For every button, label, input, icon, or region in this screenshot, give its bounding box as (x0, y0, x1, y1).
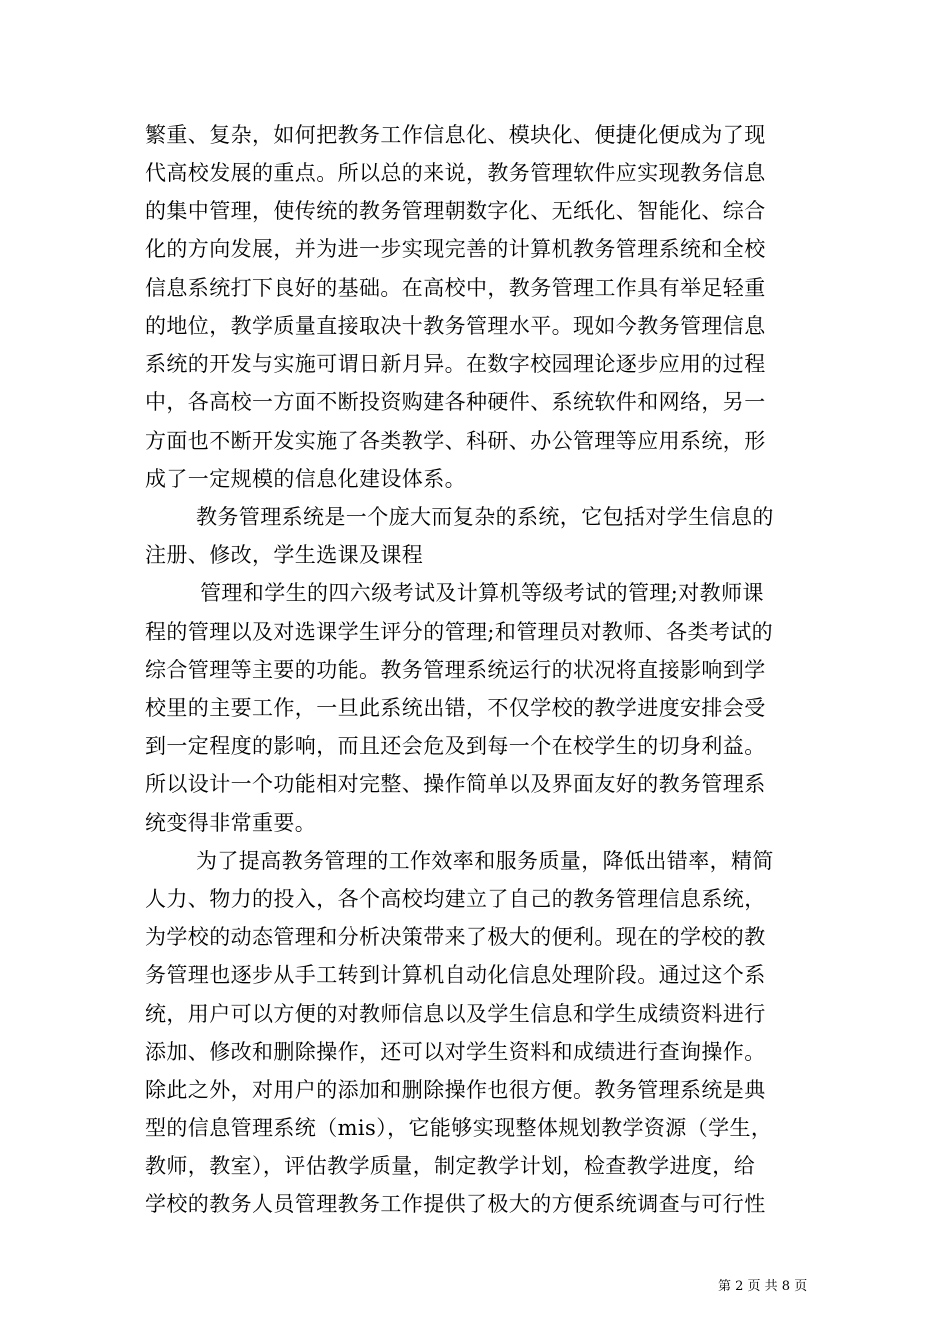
text-line: 教师，教室），评估教学质量，制定教学计划，检查教学进度，给 (145, 1154, 756, 1178)
text-line: 为了提高教务管理的工作效率和服务质量，降低出错率，精简 (196, 849, 774, 873)
text-line: 信息系统打下良好的基础。在高校中，教务管理工作具有举足轻重 (145, 276, 766, 300)
text-line: 化的方向发展，并为进一步实现完善的计算机教务管理系统和全校 (145, 237, 766, 261)
text-line: 管理和学生的四六级考试及计算机等级考试的管理;对教师课 (200, 581, 764, 605)
text-line: 系统的开发与实施可谓日新月异。在数字校园理论逐步应用的过程 (145, 352, 766, 376)
text-line: 人力、物力的投入，各个高校均建立了自己的教务管理信息系统， (145, 887, 766, 911)
text-line: 除此之外，对用户的添加和删除操作也很方便。教务管理系统是典 (145, 1078, 766, 1102)
text-line: 所以设计一个功能相对完整、操作简单以及界面友好的教务管理系 (145, 772, 766, 796)
text-line: 成了一定规模的信息化建设体系。 (145, 467, 466, 491)
text-line: 到一定程度的影响，而且还会危及到每一个在校学生的切身利益。 (145, 734, 766, 758)
text-line: 程的管理以及对选课学生评分的管理;和管理员对教师、各类考试的 (145, 620, 774, 644)
text-line: 为学校的动态管理和分析决策带来了极大的便利。现在的学校的教 (145, 925, 766, 949)
text-line: 学校的教务人员管理教务工作提供了极大的方便系统调查与可行性 (145, 1192, 766, 1216)
text-line: 方面也不断开发实施了各类教学、科研、办公管理等应用系统，形 (145, 429, 766, 453)
text-line: 综合管理等主要的功能。教务管理系统运行的状况将直接影响到学 (145, 658, 766, 682)
text-line: 注册、修改，学生选课及课程 (145, 543, 424, 567)
text-line: 中，各高校一方面不断投资购建各种硬件、系统软件和网络，另一 (145, 390, 766, 414)
text-line: 统变得非常重要。 (145, 811, 317, 835)
text-line: 代高校发展的重点。所以总的来说，教务管理软件应实现教务信息 (145, 161, 766, 185)
text-line: 的地位，教学质量直接取决十教务管理水平。现如今教务管理信息 (145, 314, 766, 338)
page-number: 第 2 页 共 8 页 (718, 1279, 808, 1294)
text-line: 校里的主要工作，一旦此系统出错，不仅学校的教学进度安排会受 (145, 696, 766, 720)
text-line: 型的信息管理系统（mis），它能够实现整体规划教学资源（学生， (145, 1116, 773, 1140)
text-line: 教务管理系统是一个庞大而复杂的系统，它包括对学生信息的 (196, 505, 774, 529)
text-line: 务管理也逐步从手工转到计算机自动化信息处理阶段。通过这个系 (145, 963, 766, 987)
text-line: 的集中管理，使传统的教务管理朝数字化、无纸化、智能化、综合 (145, 199, 766, 223)
text-line: 繁重、复杂，如何把教务工作信息化、模块化、便捷化便成为了现 (145, 123, 766, 147)
text-line: 统，用户可以方便的对教师信息以及学生信息和学生成绩资料进行 (145, 1002, 766, 1026)
text-line: 添加、修改和删除操作，还可以对学生资料和成绩进行查询操作。 (145, 1040, 766, 1064)
